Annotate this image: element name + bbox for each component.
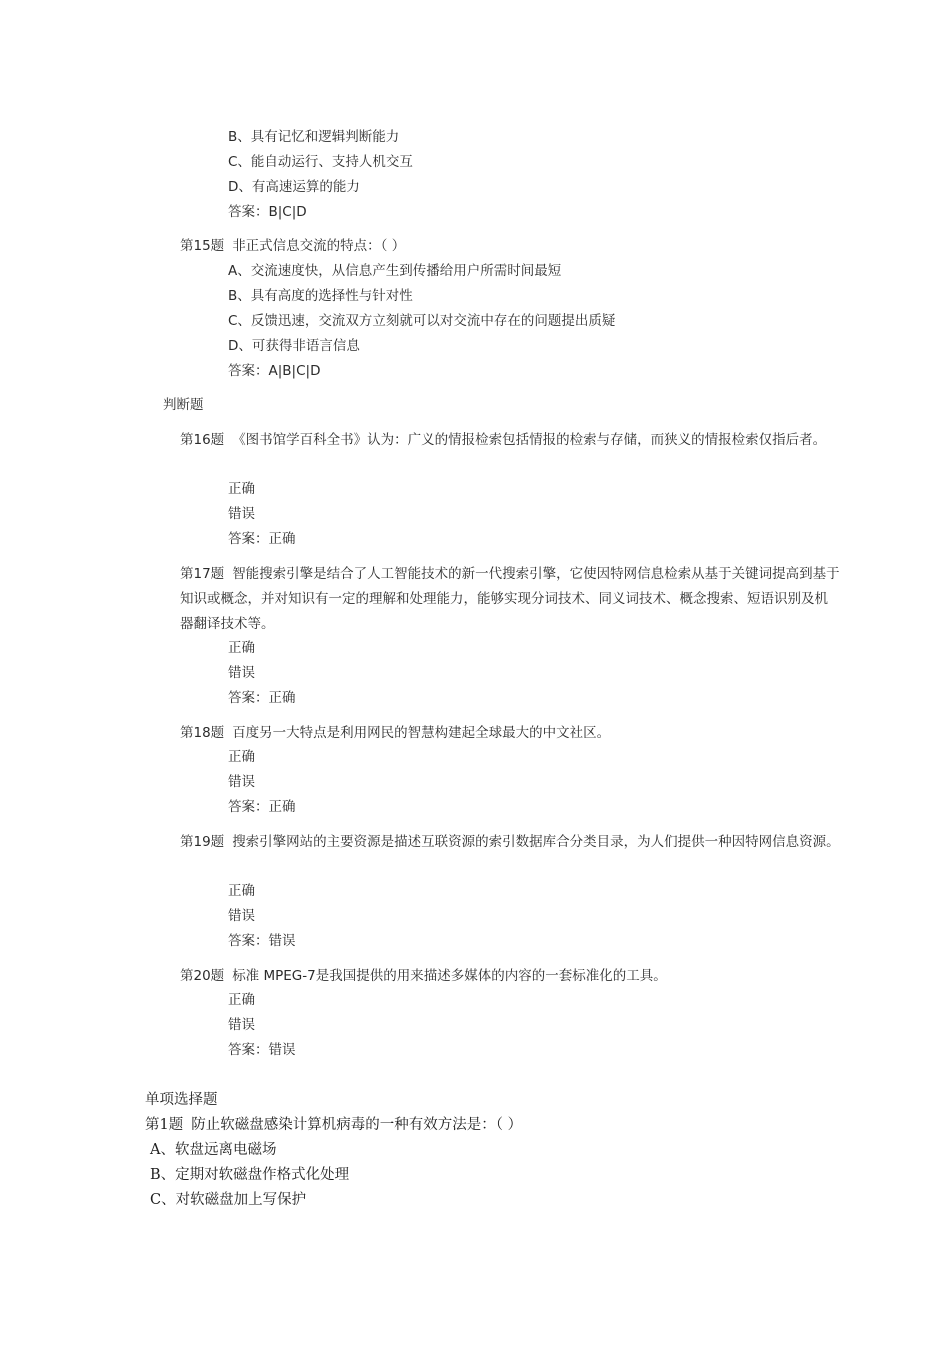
q18-question [180,721,840,746]
s1-text: 防止软磁盘感染计算机病毒的一种有效方法是：（ ） [191,1117,523,1133]
q19-answer: 答案：错误 [228,933,296,949]
q15-text: 非正式信息交流的特点：（ ） [232,238,406,254]
q16-option-false: 错误 [228,506,255,522]
q20-number: 第20题 [180,968,225,984]
q16-question [180,428,840,453]
q16-option-true: 正确 [228,481,255,497]
q15-answer: 答案：A|B|C|D [228,363,321,379]
q19-question [180,830,840,855]
s1-option-b: B、定期对软磁盘作格式化处理 [150,1167,350,1183]
s1-question [145,1115,522,1135]
q19-number: 第19题 [180,834,225,850]
q17-question [180,562,840,637]
q20-option-true: 正确 [228,992,255,1008]
q15-number: 第15题 [180,238,225,254]
q18-number: 第18题 [180,725,225,741]
q17-option-true: 正确 [228,640,255,656]
q15-question [180,234,840,259]
q20-answer: 答案：错误 [228,1042,296,1058]
q15-option-a: A、交流速度快，从信息产生到传播给用户所需时间最短 [228,263,562,279]
q18-answer: 答案：正确 [228,799,296,815]
q20-question [180,964,840,989]
q16-answer: 答案：正确 [228,531,296,547]
q19-option-false: 错误 [228,908,255,924]
q15-option-b: B、具有高度的选择性与针对性 [228,288,413,304]
s1-option-c: C、对软磁盘加上写保护 [150,1192,307,1208]
q15-option-d: D、可获得非语言信息 [228,338,360,354]
q20-text: 标准 MPEG-7是我国提供的用来描述多媒体的内容的一套标准化的工具。 [232,968,667,984]
s1-number: 第1题 [145,1117,184,1133]
q17-option-false: 错误 [228,665,255,681]
q16-number: 第16题 [180,432,225,448]
q14-option-b: B、具有记忆和逻辑判断能力 [228,129,400,145]
q14-option-c: C、能自动运行、支持人机交互 [228,154,413,170]
q18-text: 百度另一大特点是利用网民的智慧构建起全球最大的中文社区。 [232,725,611,741]
q19-option-true: 正确 [228,883,255,899]
section-single-choice-heading: 单项选择题 [145,1092,218,1108]
q20-option-false: 错误 [228,1017,255,1033]
q17-number: 第17题 [180,566,225,582]
q18-option-true: 正确 [228,749,255,765]
s1-option-a: A、软盘远离电磁场 [150,1142,277,1158]
q15-option-c: C、反馈迅速，交流双方立刻就可以对交流中存在的问题提出质疑 [228,313,616,329]
q16-text: 《图书馆学百科全书》认为：广义的情报检索包括情报的检索与存储，而狭义的情报检索仅指后者。 [232,432,827,448]
q14-answer: 答案：B|C|D [228,204,307,220]
q17-text: 智能搜索引擎是结合了人工智能技术的新一代搜索引擎，它使因特网信息检索从基于关键词提高到基于知识或概念，并对知识有一定的理解和处理能力，能够实现分词技术、同义词技术、概念搜索、短语识别及机器翻译技术等。 [180,566,840,632]
q14-option-d: D、有高速运算的能力 [228,179,360,195]
q17-answer: 答案：正确 [228,690,296,706]
q19-text: 搜索引擎网站的主要资源是描述互联资源的索引数据库合分类目录，为人们提供一种因特网信息资源。 [232,834,840,850]
section-judge-heading: 判断题 [163,397,204,413]
q18-option-false: 错误 [228,774,255,790]
